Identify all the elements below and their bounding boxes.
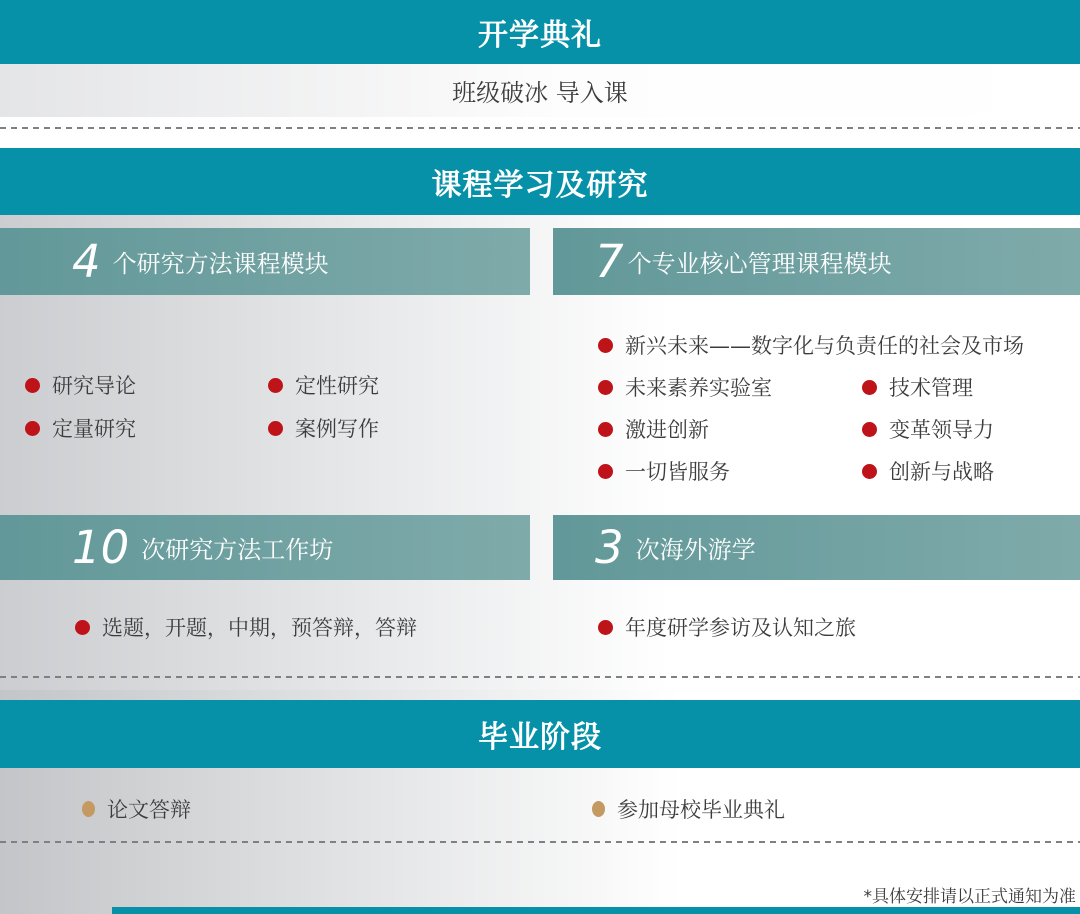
- red-bullet-icon: [862, 422, 877, 437]
- list-item-label: 技术管理: [889, 376, 973, 400]
- dashed-divider-middle: [0, 676, 1080, 678]
- overseas-module-header: [553, 515, 1080, 580]
- list-item: [862, 373, 1080, 401]
- list-item: [598, 331, 1080, 359]
- red-bullet-icon: [268, 421, 283, 436]
- list-item: [862, 457, 1080, 485]
- intro-band: [0, 64, 1080, 117]
- list-item: [82, 794, 191, 824]
- overseas-item: [598, 612, 856, 642]
- intro-text: 班级破冰 导入课: [452, 79, 628, 107]
- red-bullet-icon: [598, 380, 613, 395]
- graduation-banner: [0, 700, 1080, 768]
- workshops-item: [75, 612, 417, 642]
- list-item-label: 未来素养实验室: [625, 376, 772, 400]
- list-item: [268, 413, 530, 443]
- red-bullet-icon: [862, 380, 877, 395]
- research-methods-module-header: [0, 228, 530, 295]
- workshops-module-header: [0, 515, 530, 580]
- list-item-label: 激进创新: [625, 418, 709, 442]
- opening-ceremony-banner: [0, 0, 1080, 64]
- overseas-count: 3: [595, 521, 624, 574]
- dashed-divider-bottom: [0, 841, 1080, 843]
- core-management-count: 7: [595, 235, 624, 288]
- bottom-accent-bar: [112, 907, 1080, 914]
- list-item: [268, 370, 530, 400]
- workshops-label: 次研究方法工作坊: [141, 536, 334, 564]
- list-item-label: 参加母校毕业典礼: [617, 798, 785, 822]
- research-methods-label: 个研究方法课程模块: [112, 250, 329, 278]
- list-item-label: 一切皆服务: [625, 460, 730, 484]
- list-item-label: 年度研学参访及认知之旅: [625, 616, 856, 640]
- red-bullet-icon: [598, 338, 613, 353]
- graduation-title: 毕业阶段: [478, 720, 602, 755]
- course-study-banner: [0, 148, 1080, 215]
- list-item-label: 定量研究: [52, 417, 136, 441]
- list-item: [25, 370, 268, 400]
- list-item-label: 研究导论: [52, 374, 136, 398]
- list-item-label: 新兴未来——数字化与负责任的社会及市场: [625, 334, 1024, 358]
- core-management-module-header: [553, 228, 1080, 295]
- gold-bullet-icon: [82, 801, 95, 817]
- red-bullet-icon: [25, 378, 40, 393]
- overseas-label: 次海外游学: [635, 536, 756, 564]
- red-bullet-icon: [268, 378, 283, 393]
- research-methods-item-list: [25, 370, 530, 443]
- core-management-label: 个专业核心管理课程模块: [627, 250, 892, 278]
- list-item: [598, 457, 862, 485]
- red-bullet-icon: [75, 620, 90, 635]
- list-item: [592, 794, 785, 824]
- research-methods-count: 4: [72, 235, 101, 288]
- core-management-item-list: [598, 331, 1080, 485]
- list-item: [598, 415, 862, 443]
- red-bullet-icon: [598, 464, 613, 479]
- red-bullet-icon: [598, 620, 613, 635]
- list-item: [25, 413, 268, 443]
- gold-bullet-icon: [592, 801, 605, 817]
- course-study-title: 课程学习及研究: [431, 167, 649, 203]
- list-item: [862, 415, 1080, 443]
- list-item-label: 定性研究: [295, 374, 379, 398]
- red-bullet-icon: [25, 421, 40, 436]
- list-item: [598, 373, 862, 401]
- list-item-label: 选题，开题，中期，预答辩，答辩: [102, 616, 417, 640]
- opening-ceremony-title: 开学典礼: [478, 18, 602, 53]
- list-item-label: 案例写作: [295, 417, 379, 441]
- list-item-label: 创新与战略: [889, 460, 994, 484]
- list-item-label: 论文答辩: [107, 798, 191, 822]
- list-item-label: 变革领导力: [889, 418, 994, 442]
- graduation-item-list: [0, 794, 1080, 822]
- red-bullet-icon: [598, 422, 613, 437]
- workshops-count: 10: [72, 521, 130, 574]
- red-bullet-icon: [862, 464, 877, 479]
- footnote-text: *具体安排请以正式通知为准: [863, 887, 1076, 907]
- dashed-divider-top: [0, 127, 1080, 129]
